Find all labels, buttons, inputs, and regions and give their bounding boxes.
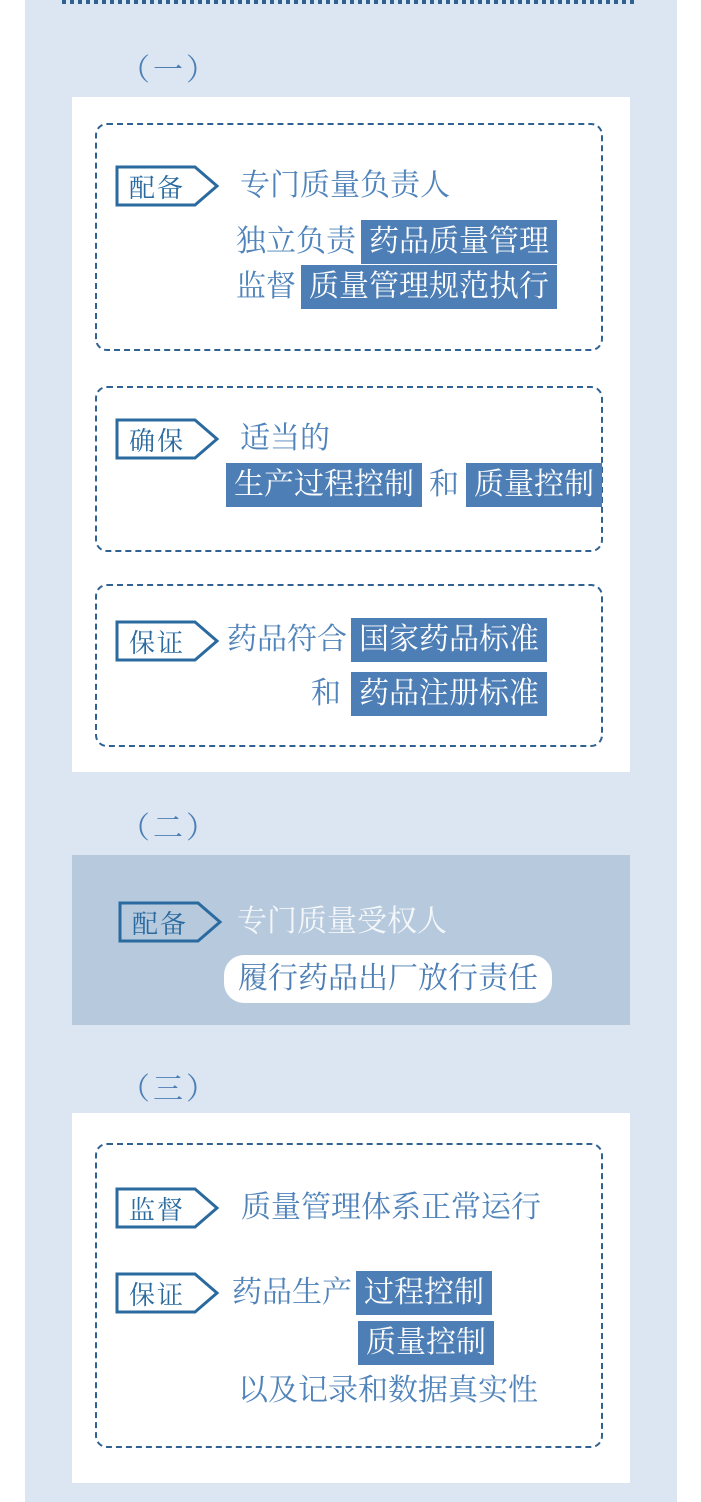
equip-row	[115, 165, 450, 207]
guarantee-line1-text: 药品符合	[227, 623, 347, 656]
ensure-line1-text: 适当的	[240, 422, 330, 455]
ensure-line2-and: 和	[429, 468, 459, 501]
tag-guarantee-2	[115, 1272, 219, 1314]
guarantee-tag-row	[115, 620, 219, 662]
records-row	[238, 1373, 538, 1409]
highlight-chip: 质量管理规范执行	[301, 265, 557, 309]
dashed-box-equip	[95, 123, 603, 351]
guarantee-line1	[227, 618, 547, 662]
tag-equip-2-label: 配备	[131, 908, 188, 939]
ensure-row	[115, 418, 330, 460]
equip-line3	[236, 265, 557, 309]
highlight-chip: 国家药品标准	[351, 618, 547, 662]
tag-ensure	[115, 418, 219, 460]
section-one-heading: （一）	[120, 54, 219, 87]
dashed-box-ensure	[95, 386, 603, 552]
top-dashed-rule	[62, 0, 635, 4]
section-two-card	[72, 855, 630, 1025]
records-text: 以及记录和数据真实性	[238, 1374, 538, 1407]
quality-control-row	[358, 1321, 494, 1365]
tag-equip-label: 配备	[128, 172, 185, 203]
authorized-person-text: 专门质量受权人	[237, 905, 447, 938]
tag-guarantee	[115, 620, 219, 662]
section-three-heading: （三）	[120, 1073, 219, 1106]
tag-ensure-label: 确保	[128, 425, 185, 456]
tag-equip-2	[118, 901, 222, 943]
tag-supervise-label: 监督	[128, 1194, 185, 1225]
tag-supervise	[115, 1187, 219, 1229]
tag-guarantee-2-label: 保证	[128, 1279, 185, 1310]
equip-line2-text: 独立负责	[236, 225, 356, 258]
equip-line2	[236, 220, 557, 264]
highlight-chip: 过程控制	[356, 1271, 492, 1315]
highlight-chip: 质量控制	[358, 1321, 494, 1365]
ensure-line2	[226, 463, 602, 507]
production-text: 药品生产	[232, 1276, 352, 1309]
highlight-chip: 质量控制	[466, 463, 602, 507]
guarantee2-row	[115, 1271, 492, 1315]
section-two-heading: （二）	[120, 812, 219, 845]
dashed-box-guarantee	[95, 584, 603, 747]
supervise-row	[115, 1187, 541, 1229]
equip-line3-text: 监督	[236, 270, 296, 303]
authorized-person-row	[118, 901, 447, 943]
guarantee-line2	[311, 672, 547, 716]
dashed-box-supervise	[95, 1143, 603, 1448]
release-duty-pill: 履行药品出厂放行责任	[224, 955, 552, 1003]
highlight-chip: 生产过程控制	[226, 463, 422, 507]
supervise-text: 质量管理体系正常运行	[241, 1191, 541, 1224]
guarantee-line2-and: 和	[311, 677, 341, 710]
highlight-chip: 药品质量管理	[361, 220, 557, 264]
tag-guarantee-label: 保证	[128, 627, 185, 658]
highlight-chip: 药品注册标准	[351, 672, 547, 716]
equip-line1-text: 专门质量负责人	[240, 169, 450, 202]
tag-equip	[115, 165, 219, 207]
